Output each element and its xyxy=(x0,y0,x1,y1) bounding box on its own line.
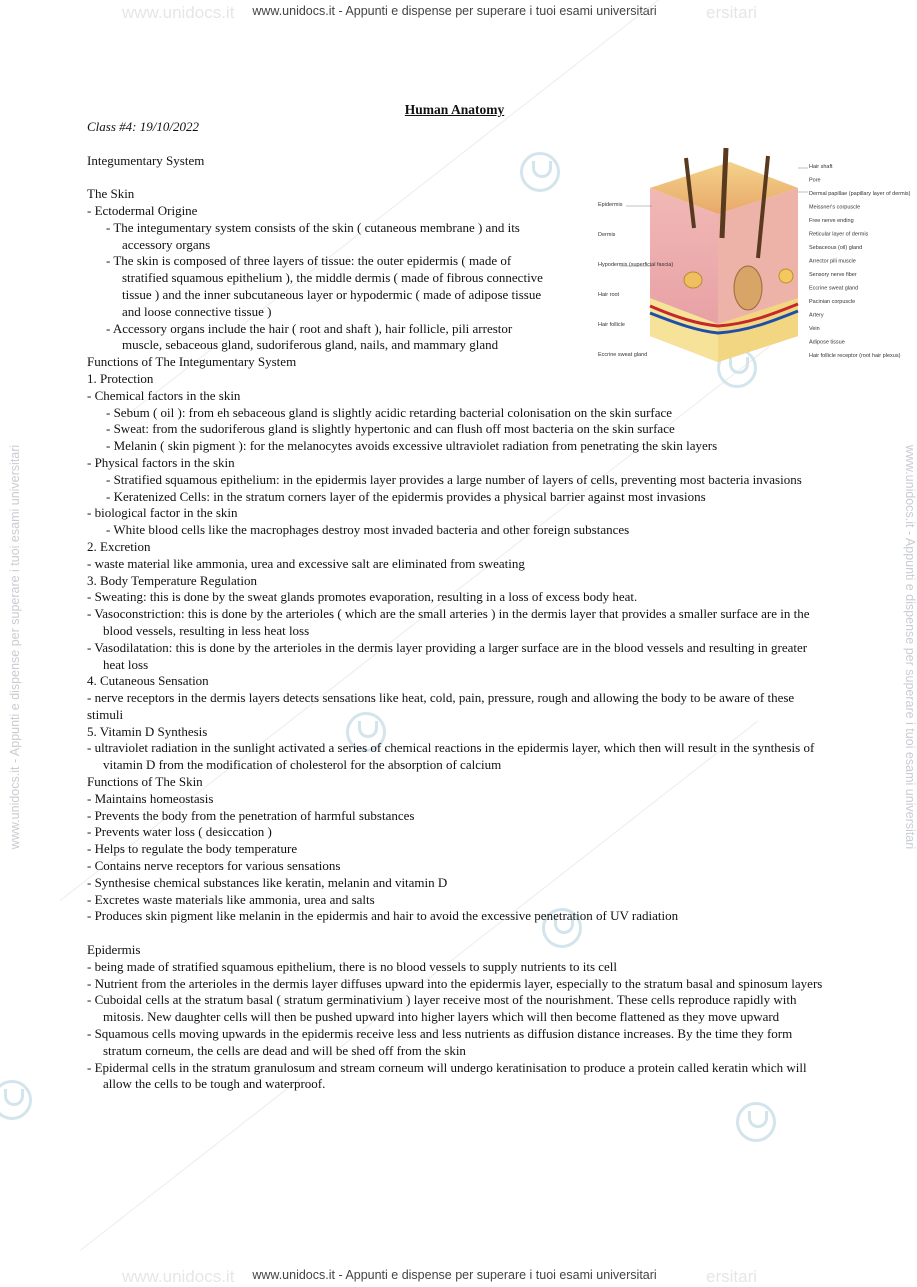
figure-label: Artery xyxy=(809,312,824,319)
note-line: Epidermis xyxy=(87,942,141,958)
note-line: - Keratenized Cells: in the stratum corners layer of the epidermis provides a physical barrier against most invasions xyxy=(106,488,706,504)
figure-label: Pacinian corpuscle xyxy=(809,299,856,305)
note-line: - Produces skin pigment like melanin in the epidermis and hair to avoid the excessive penetration of UV radiation xyxy=(87,908,679,924)
note-line: 1. Protection xyxy=(87,370,154,386)
figure-label: Sensory nerve fiber xyxy=(809,272,857,278)
figure-label: Arrector pili muscle xyxy=(809,258,856,265)
figure-label: Hair root xyxy=(598,292,620,298)
note-line: 2. Excretion xyxy=(87,538,151,554)
note-line: - Epidermal cells in the stratum granulosum and stream corneum will undergo keratinisation to produce a protein called keratin which will allow the cells to be tough and waterproof. xyxy=(87,1059,807,1092)
figure-label: Hair follicle xyxy=(598,322,625,328)
figure-label: Reticular layer of dermis xyxy=(809,231,869,238)
figure-label: Epidermis xyxy=(598,202,623,208)
note-line: - Squamous cells moving upwards in the epidermis receive less and less nutrients as diffusion distance increases. By the time they form stratum corneum, the cells are dead and will be shed off from the skin xyxy=(87,1026,793,1058)
watermark-ghost-top-suffix: ersitari xyxy=(706,3,758,22)
figure-label: Hypodermis (superficial fascia) xyxy=(598,262,674,268)
watermark-logo-icon xyxy=(0,1080,32,1120)
watermark-ghost-top: www.unidocs.it xyxy=(122,3,235,22)
note-line: - Vasoconstriction: this is done by the arterioles ( which are the small arteries ) in the dermis layer that provides a smaller surface are in the blood vessels, resulting in less heat loss xyxy=(87,606,810,638)
page-title: Human Anatomy xyxy=(404,102,505,117)
note-line: Functions of The Integumentary System xyxy=(87,354,297,370)
watermark-logo-icon xyxy=(736,1102,776,1142)
skin-anatomy-figure xyxy=(598,148,911,370)
note-line: - Excretes waste materials like ammonia, urea and salts xyxy=(87,891,375,907)
watermark-ghost-bottom: www.unidocs.it xyxy=(122,1267,235,1286)
note-line: - Synthesise chemical substances like keratin, melanin and vitamin D xyxy=(87,874,448,890)
note-line: 3. Body Temperature Regulation xyxy=(87,572,257,588)
note-line: - Melanin ( skin pigment ): for the melanocytes avoids excessive ultraviolet radiation from penetrating the skin layers xyxy=(106,438,718,454)
note-line: - Vasodilatation: this is done by the arterioles in the dermis layer providing a larger surface are in the blood vessels and resulting in greater heat loss xyxy=(87,639,808,672)
note-line: - The skin is composed of three layers of tissue: the outer epidermis ( made of stratified squamous epithelium ), the middle dermis ( made of fibrous connective tissue ) and the inner subcutaneous layer or hypodermic ( made of adipose tissue and loose connective tissue ) xyxy=(106,253,543,319)
figure-label: Dermis xyxy=(598,232,616,238)
note-line: - Nutrient from the arterioles in the dermis layer diffuses upward into the epidermis layer, especially to the stratum basal and spinosum layers xyxy=(87,975,823,991)
figure-label: Vein xyxy=(809,326,820,332)
watermark-banner-top: www.unidocs.it - Appunti e dispense per superare i tuoi esami universitari xyxy=(252,4,657,18)
note-line: - Accessory organs include the hair ( root and shaft ), hair follicle, pili arrestor muscle, sebaceous gland, sudoriferous gland, nails, and mammary gland xyxy=(106,320,513,353)
note-line: - ultraviolet radiation in the sunlight activated a series of chemical reactions in the epidermis layer, which then will result in the synthesis of vitamin D from the modification of cholesterol for the absorption of calcium xyxy=(87,740,815,773)
note-line: - waste material like ammonia, urea and excessive salt are eliminated from sweating xyxy=(87,555,525,571)
note-line: 4. Cutaneous Sensation xyxy=(87,673,209,689)
note-line xyxy=(87,925,827,942)
note-line: - nerve receptors in the dermis layers detects sensations like heat, cold, pain, pressure, rough and allowing the body to be aware of these stimuli xyxy=(87,690,795,722)
figure-label: Dermal papillae (papillary layer of dermis) xyxy=(809,191,911,197)
note-line: The Skin xyxy=(87,186,135,202)
note-line: - Cuboidal cells at the stratum basal ( stratum germinativium ) layer receive most of the nourishment. These cells reproduce rapidly with mitosis. New daughter cells will then be pushed upward into higher layers which will then become flattened as they move upward xyxy=(87,992,797,1025)
note-line: - Ectodermal Origine xyxy=(87,202,198,218)
note-line: - biological factor in the skin xyxy=(87,505,238,521)
note-line: - being made of stratified squamous epithelium, there is no blood vessels to supply nutrients to its cell xyxy=(87,958,618,974)
watermark-ghost-bottom-suffix: ersitari xyxy=(706,1267,758,1286)
figure-label: Hair shaft xyxy=(809,164,833,170)
figure-label: Eccrine sweat gland xyxy=(598,352,648,358)
note-line: - Sebum ( oil ): from eh sebaceous gland is slightly acidic retarding bacterial colonisation on the skin surface xyxy=(106,404,673,420)
watermark-side-left: www.unidocs.it - Appunti e dispense per superare i tuoi esami universitari xyxy=(8,444,22,850)
figure-label: Adipose tissue xyxy=(809,339,845,346)
note-line: - Sweating: this is done by the sweat glands promotes evaporation, resulting in a loss of excess body heat. xyxy=(87,589,638,605)
note-line: - Prevents the body from the penetration of harmful substances xyxy=(87,807,415,823)
note-line: - Chemical factors in the skin xyxy=(87,387,241,403)
figure-label: Free nerve ending xyxy=(809,218,854,224)
note-line: - Helps to regulate the body temperature xyxy=(87,841,298,857)
note-line: - Sweat: from the sudoriferous gland is slightly hypertonic and can flush off most bacteria on the skin surface xyxy=(106,421,675,437)
note-line: - White blood cells like the macrophages destroy most invaded bacteria and other foreign substances xyxy=(106,522,630,538)
skin-cross-section-illustration xyxy=(598,148,911,370)
figure-label: Hair follicle receptor (root hair plexus) xyxy=(809,353,901,359)
figure-label: Pore xyxy=(809,177,821,184)
class-line: Class #4: 19/10/2022 xyxy=(87,119,199,134)
note-line: - Physical factors in the skin xyxy=(87,454,235,470)
note-line: Functions of The Skin xyxy=(87,774,203,790)
note-line: 5. Vitamin D Synthesis xyxy=(87,723,208,739)
note-line: - The integumentary system consists of the skin ( cutaneous membrane ) and its accessory organs xyxy=(106,219,520,252)
figure-label: Sebaceous (oil) gland xyxy=(809,245,863,251)
note-line: - Prevents water loss ( desiccation ) xyxy=(87,824,272,840)
figure-label: Meissner's corpuscle xyxy=(809,204,861,211)
watermark-side-right: www.unidocs.it - Appunti e dispense per superare i tuoi esami universitari xyxy=(903,444,917,850)
note-line: - Stratified squamous epithelium: in the epidermis layer provides a large number of layers of cells, preventing most bacteria invasions xyxy=(106,471,802,487)
figure-label: Eccrine sweat gland xyxy=(809,285,859,292)
watermark-banner-bottom: www.unidocs.it - Appunti e dispense per superare i tuoi esami universitari xyxy=(252,1268,657,1282)
note-line: - Maintains homeostasis xyxy=(87,790,214,806)
note-line: - Contains nerve receptors for various sensations xyxy=(87,858,341,874)
topic-heading: Integumentary System xyxy=(87,152,205,168)
